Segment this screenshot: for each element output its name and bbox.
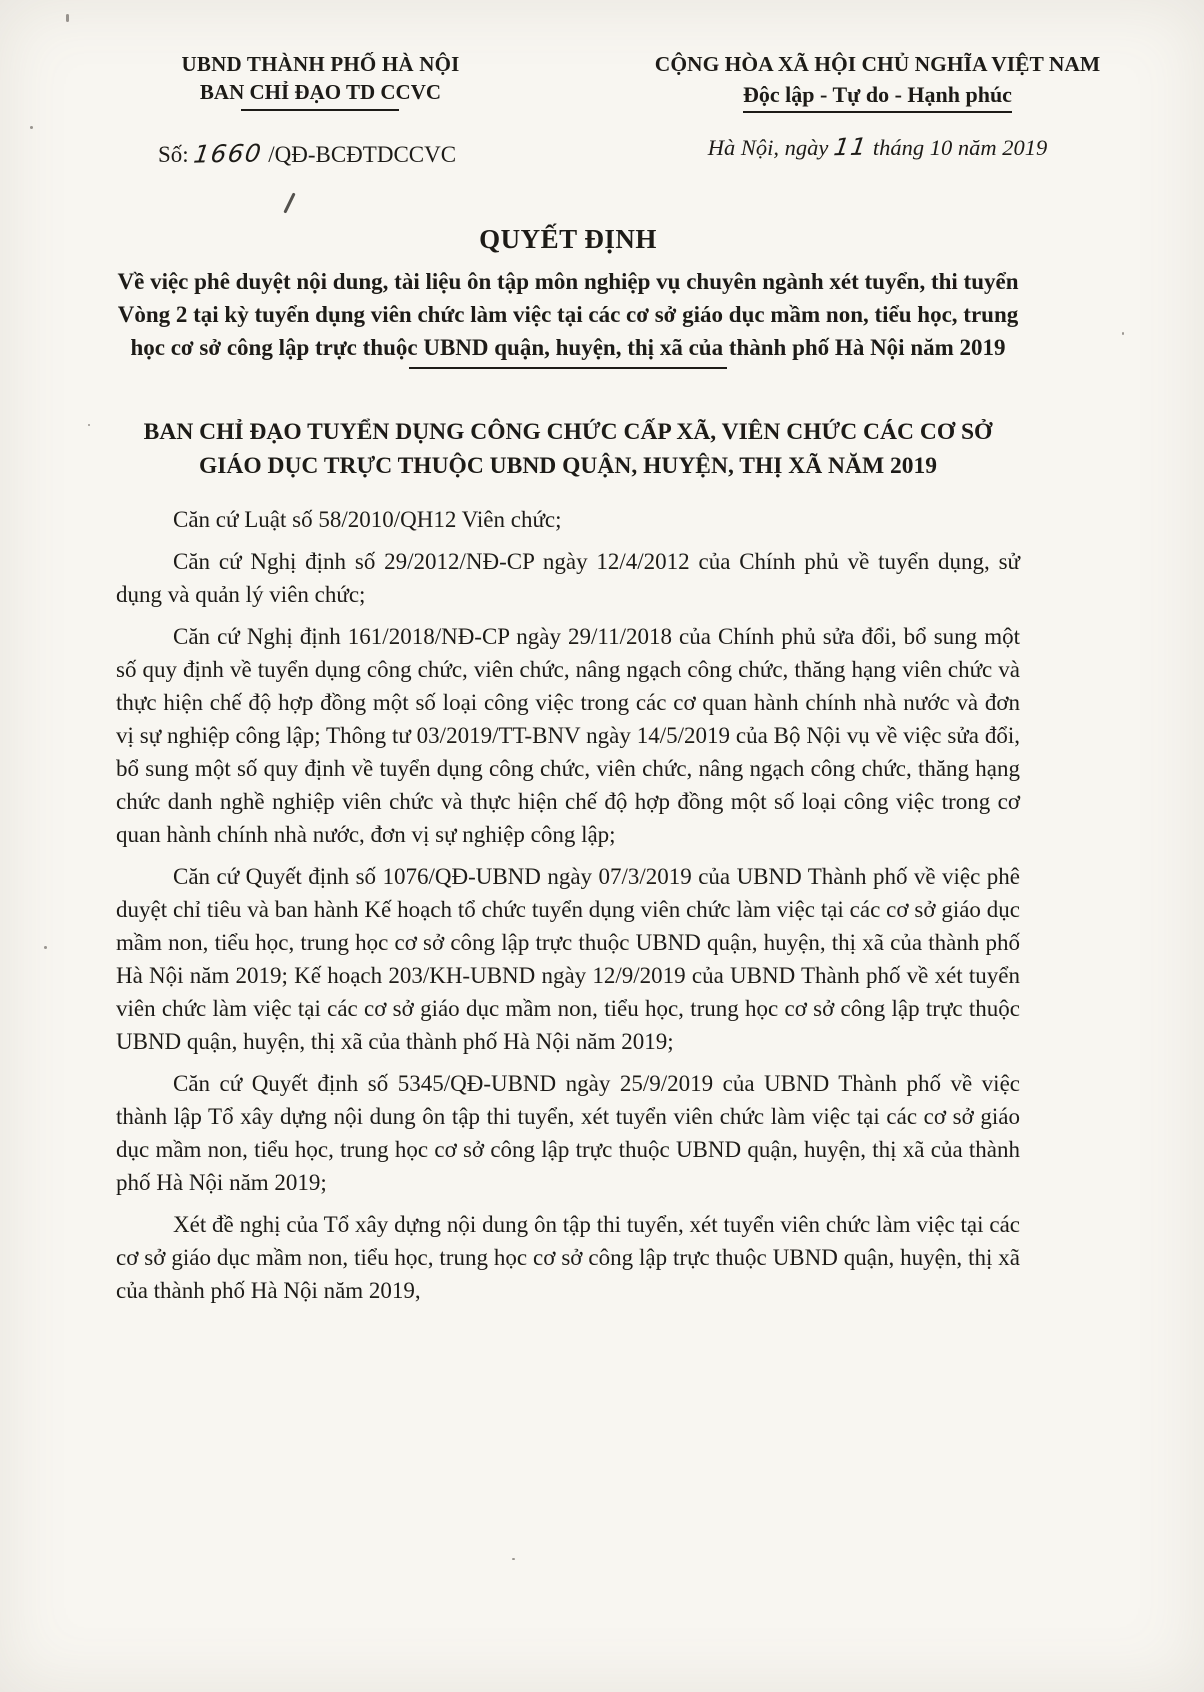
- document-content: [116, 224, 1020, 1307]
- issuing-committee-line: [148, 77, 493, 111]
- recital-paragraph-3: Căn cứ Nghị định 161/2018/NĐ-CP ngày 29/11/2018 của Chính phủ sửa đổi, bổ sung một số quy định về tuyển dụng công chức, viên chức, nâng ngạch công chức, thăng hạng viên chức và thực hiện chế độ hợp đồng một số loại công việc trong các cơ quan hành chính nhà nước và đơn vị sự nghiệp công lập; Thông tư 03/2019/TT-BNV ngày 14/5/2019 của Bộ Nội vụ về việc sửa đổi, bổ sung một số quy định về tuyển dụng công chức, viên chức, nâng ngạch công chức, thăng hạng chức danh nghề nghiệp viên chức và thực hiện chế độ hợp đồng một số loại công việc trong cơ quan hành chính nhà nước, đơn vị sự nghiệp công lập;: [116, 624, 1020, 847]
- ink-stroke: [283, 192, 295, 213]
- document-header: [0, 0, 1204, 168]
- scan-speck: [66, 14, 69, 22]
- national-motto-block: [615, 52, 1140, 161]
- scan-speck: [1122, 332, 1124, 335]
- recital-paragraph-5: Căn cứ Quyết định số 5345/QĐ-UBND ngày 25/9/2019 của UBND Thành phố về việc thành lập Tổ xây dựng nội dung ôn tập thi tuyển, xét tuyển viên chức làm việc tại các cơ sở giáo dục mầm non, tiểu học, trung học cơ sở công lập trực thuộc UBND quận, huyện, thị xã của thành phố Hà Nội năm 2019;: [116, 1071, 1020, 1195]
- doc-number-symbol: /QĐ-BCĐTDCCVC: [268, 142, 457, 167]
- scan-speck: [30, 126, 33, 129]
- issuing-committee-name: BAN CHỈ ĐẠO TD CCVC: [200, 80, 441, 111]
- doc-number-label: Số:: [158, 142, 189, 167]
- decision-subject: Về việc phê duyệt nội dung, tài liệu ôn tập môn nghiệp vụ chuyên ngành xét tuyển, thi tuyển Vòng 2 tại kỳ tuyển dụng viên chức làm việc tại các cơ sở giáo dục mầm non, tiểu học, trung học cơ sở công lập trực thuộc UBND quận, huyện, thị xã của thành phố Hà Nội năm 2019: [117, 269, 1019, 360]
- date-place-prefix: Hà Nội, ngày: [707, 135, 829, 160]
- date-suffix: tháng 10 năm 2019: [872, 135, 1048, 160]
- national-motto-line: [615, 77, 1140, 113]
- issue-date-line: [615, 133, 1140, 161]
- deciding-body-heading: BAN CHỈ ĐẠO TUYỂN DỤNG CÔNG CHỨC CẤP XÃ, VIÊN CHỨC CÁC CƠ SỞ GIÁO DỤC TRỰC THUỘC UBND QUẬN, HUYỆN, THỊ XÃ NĂM 2019: [143, 419, 993, 479]
- recital-paragraph-4: Căn cứ Quyết định số 1076/QĐ-UBND ngày 07/3/2019 của UBND Thành phố về việc phê duyệt chỉ tiêu và ban hành Kế hoạch tổ chức tuyển dụng viên chức làm việc tại các cơ sở giáo dục mầm non, tiểu học, trung học cơ sở công lập trực thuộc UBND quận, huyện, thị xã của thành phố Hà Nội năm 2019; Kế hoạch 203/KH-UBND ngày 12/9/2019 của UBND Thành phố về xét tuyển viên chức làm việc tại các cơ sở giáo dục mầm non, tiểu học, trung học cơ sở công lập trực thuộc UBND quận, huyện, thị xã của thành phố Hà Nội năm 2019;: [116, 864, 1020, 1054]
- document-body: [116, 503, 1020, 1307]
- date-day-handwritten: 11: [831, 132, 870, 162]
- recital-paragraph-2: Căn cứ Nghị định số 29/2012/NĐ-CP ngày 12/4/2012 của Chính phủ về tuyển dụng, sử dụng và quản lý viên chức;: [116, 549, 1020, 607]
- national-name: CỘNG HÒA XÃ HỘI CHỦ NGHĨA VIỆT NAM: [654, 52, 1101, 76]
- national-motto: Độc lập - Tự do - Hạnh phúc: [743, 82, 1012, 113]
- recital-paragraph-1: Căn cứ Luật số 58/2010/QH12 Viên chức;: [173, 507, 562, 532]
- scan-speck: [512, 1558, 515, 1560]
- issuing-authority-block: [148, 52, 493, 168]
- recital-paragraph-6: Xét đề nghị của Tổ xây dựng nội dung ôn tập thi tuyển, xét tuyển viên chức làm việc tại các cơ sở giáo dục mầm non, tiểu học, trung học cơ sở công lập trực thuộc UBND quận, huyện, thị xã của thành phố Hà Nội năm 2019,: [116, 1212, 1020, 1303]
- subject-underline: [409, 367, 727, 369]
- decision-title: QUYẾT ĐỊNH: [479, 224, 657, 254]
- doc-number-handwritten-value: 1660: [192, 138, 265, 169]
- document-number: [148, 139, 493, 168]
- scan-speck: [88, 424, 90, 426]
- scan-speck: [44, 946, 47, 949]
- parent-org-name: UBND THÀNH PHỐ HÀ NỘI: [181, 52, 460, 76]
